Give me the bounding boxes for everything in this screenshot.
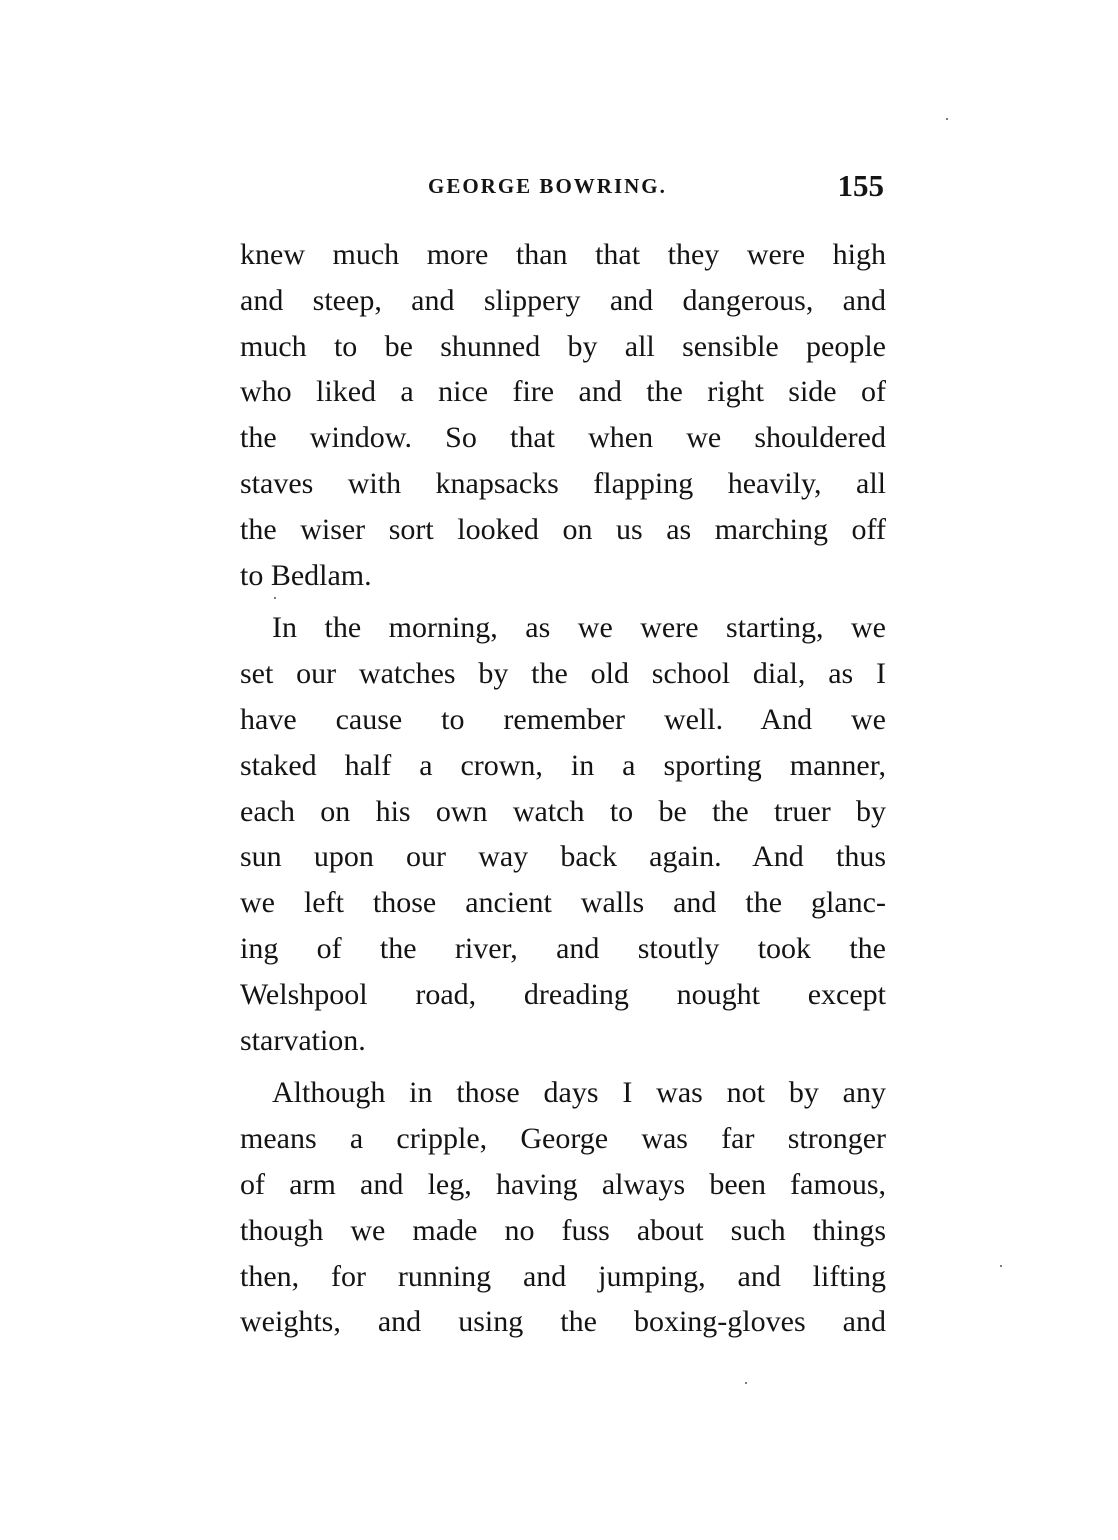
running-title: GEORGE BOWRING.	[428, 174, 667, 198]
text-line: weights, and using the boxing-gloves and	[240, 1305, 886, 1339]
text-line: then, for running and jumping, and lifting	[240, 1259, 886, 1293]
text-line: sun upon our way back again. And thus	[240, 840, 886, 874]
text-line: though we made no fuss about such things	[240, 1213, 886, 1247]
text-line: staked half a crown, in a sporting manner,	[240, 748, 886, 782]
body-text	[240, 232, 886, 1345]
text-line: In the morning, as we were starting, we	[272, 611, 886, 645]
text-line: starvation.	[240, 1023, 366, 1057]
text-line: we left those ancient walls and the glanc-	[240, 886, 886, 920]
text-line: each on his own watch to be the truer by	[240, 794, 886, 828]
text-line: Welshpool road, dreading nought except	[240, 977, 886, 1011]
running-header	[240, 168, 886, 208]
paragraph-gap	[240, 598, 886, 605]
text-line: knew much more than that they were high	[240, 238, 886, 271]
text-line: means a cripple, George was far stronger	[240, 1122, 886, 1156]
text-line: much to be shunned by all sensible people	[240, 329, 886, 363]
paragraph-1	[240, 232, 886, 598]
scan-speck	[745, 1382, 747, 1384]
paragraph-gap	[240, 1063, 886, 1070]
text-line: set our watches by the old school dial, as I	[240, 657, 886, 691]
text-line: the window. So that when we shouldered	[240, 421, 886, 455]
text-line: staves with knapsacks flapping heavily, all	[240, 466, 886, 500]
scan-speck	[1000, 1265, 1002, 1267]
paragraph-2	[240, 605, 886, 1063]
text-line: of arm and leg, having always been famous,	[240, 1167, 886, 1201]
scan-speck	[946, 118, 948, 120]
scan-speck	[274, 597, 276, 599]
text-line: the wiser sort looked on us as marching off	[240, 512, 886, 546]
text-line: to Bedlam.	[240, 558, 372, 592]
text-line: Although in those days I was not by any	[272, 1076, 886, 1110]
text-line: ing of the river, and stoutly took the	[240, 931, 886, 965]
page-number: 155	[837, 168, 884, 203]
text-line: have cause to remember well. And we	[240, 702, 886, 736]
text-line: and steep, and slippery and dangerous, and	[240, 283, 886, 317]
paragraph-3	[240, 1070, 886, 1345]
text-line: who liked a nice fire and the right side of	[240, 375, 886, 409]
